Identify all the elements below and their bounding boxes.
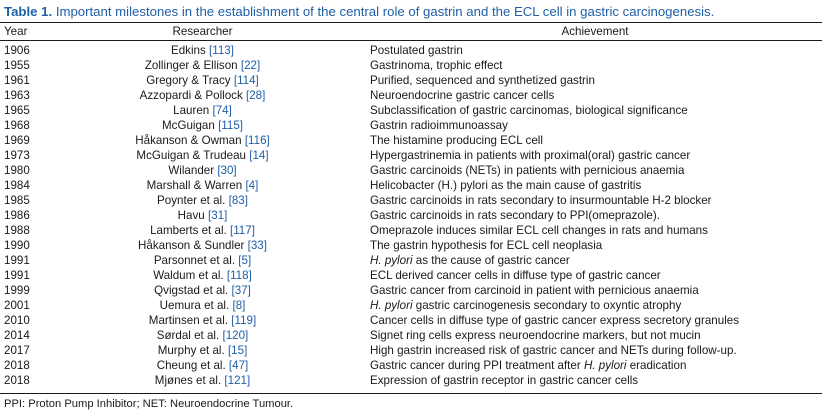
- cell-achievement: [370, 283, 699, 298]
- cell-achievement: [370, 178, 641, 193]
- cell-year: 1955: [4, 59, 30, 72]
- cell-year: 2014: [4, 329, 30, 342]
- researcher-name: Zollinger & Ellison: [144, 59, 238, 72]
- researcher-name: Azzopardi & Pollock: [139, 89, 243, 102]
- italic-term: H. pylori: [370, 299, 413, 312]
- researcher-name: Poynter et al.: [157, 194, 226, 207]
- cell-year: 1968: [4, 119, 30, 132]
- header-achievement: Achievement: [561, 25, 629, 38]
- achievement-text: The gastrin hypothesis for ECL cell neoplasia: [370, 239, 603, 252]
- cell-achievement: [370, 133, 543, 148]
- cell-year: 1906: [4, 44, 30, 57]
- cell-researcher: [130, 178, 275, 193]
- cell-year: 1986: [4, 209, 30, 222]
- table-row: [0, 283, 822, 298]
- researcher-name: Uemura et al.: [159, 299, 230, 312]
- table-row: [0, 43, 822, 58]
- table-row: [0, 223, 822, 238]
- bottom-rule: [0, 393, 822, 394]
- achievement-text: Signet ring cells express neuroendocrine markers, but not mucin: [370, 329, 701, 342]
- table-row: [0, 253, 822, 268]
- caption-label: Table 1.: [4, 4, 53, 19]
- achievement-text: Postulated gastrin: [370, 44, 463, 57]
- table-row: [0, 178, 822, 193]
- reference-link: [14]: [249, 149, 269, 162]
- cell-researcher: [130, 103, 275, 118]
- reference-link: [120]: [222, 329, 249, 342]
- achievement-text: Gastric carcinoids in rats secondary to PPI(omeprazole).: [370, 209, 660, 222]
- table-row: [0, 298, 822, 313]
- cell-year: 1985: [4, 194, 30, 207]
- cell-achievement: [370, 208, 660, 223]
- cell-achievement: [370, 343, 737, 358]
- cell-year: 2001: [4, 299, 30, 312]
- table-row: [0, 193, 822, 208]
- reference-link: [31]: [207, 209, 228, 222]
- table-row: [0, 58, 822, 73]
- reference-link: [15]: [227, 344, 248, 357]
- cell-achievement: [370, 358, 686, 373]
- cell-year: 1965: [4, 104, 30, 117]
- table-row: [0, 103, 822, 118]
- researcher-name: Håkanson & Sundler: [138, 239, 245, 252]
- researcher-name: Sørdal et al.: [156, 329, 220, 342]
- cell-achievement: [370, 43, 463, 58]
- cell-year: 1991: [4, 269, 30, 282]
- researcher-name: McGuigan: [161, 119, 215, 132]
- achievement-text: Helicobacter (H.) pylori as the main cause of gastritis: [370, 179, 642, 192]
- achievement-text: Hypergastrinemia in patients with proximal(oral) gastric cancer: [370, 149, 691, 162]
- table-row: [0, 373, 822, 388]
- cell-researcher: [130, 328, 275, 343]
- cell-achievement: [370, 253, 570, 268]
- reference-link: [33]: [247, 239, 267, 252]
- cell-achievement: [370, 88, 554, 103]
- table-row: [0, 163, 822, 178]
- cell-researcher: [130, 148, 275, 163]
- cell-achievement: [370, 298, 681, 313]
- italic-term: H. pylori: [583, 359, 627, 372]
- cell-year: 1999: [4, 284, 30, 297]
- cell-researcher: [130, 223, 275, 238]
- researcher-name: Lamberts et al.: [150, 224, 227, 237]
- cell-researcher: [130, 238, 275, 253]
- cell-researcher: [130, 193, 275, 208]
- researcher-name: Havu: [177, 209, 205, 222]
- reference-link: [113]: [209, 44, 234, 57]
- cell-year: 1991: [4, 254, 30, 267]
- researcher-name: Cheung et al.: [156, 359, 226, 372]
- italic-term: H. pylori: [370, 254, 413, 267]
- researcher-name: Gregory & Tracy: [146, 74, 231, 87]
- table-row: [0, 208, 822, 223]
- table-footnote: PPI: Proton Pump Inhibitor; NET: Neuroendocrine Tumour.: [4, 398, 294, 410]
- cell-researcher: [130, 88, 275, 103]
- reference-link: [114]: [233, 74, 259, 87]
- cell-researcher: [130, 43, 275, 58]
- cell-achievement: [370, 118, 508, 133]
- cell-achievement: [370, 103, 688, 118]
- reference-link: [30]: [217, 164, 237, 177]
- achievement-text: Omeprazole induces similar ECL cell changes in rats and humans: [370, 224, 708, 237]
- achievement-text: The histamine producing ECL cell: [370, 134, 543, 147]
- cell-year: 1980: [4, 164, 30, 177]
- cell-year: 2018: [4, 374, 30, 387]
- cell-year: 1984: [4, 179, 30, 192]
- researcher-name: McGuigan & Trudeau: [136, 149, 246, 162]
- researcher-name: Edkins: [171, 44, 206, 57]
- achievement-text: Gastrinoma, trophic effect: [370, 59, 503, 72]
- table-row: [0, 238, 822, 253]
- table-caption: [4, 3, 822, 20]
- table-row: [0, 358, 822, 373]
- reference-link: [118]: [226, 269, 252, 282]
- researcher-name: Martinsen et al.: [148, 314, 229, 327]
- cell-researcher: [130, 313, 275, 328]
- cell-researcher: [130, 253, 275, 268]
- researcher-name: Qvigstad et al.: [154, 284, 229, 297]
- researcher-name: Håkanson & Owman: [135, 134, 242, 147]
- researcher-name: Parsonnet et al.: [153, 254, 236, 267]
- achievement-text: Gastric carcinoids in rats secondary to insurmountable H-2 blocker: [370, 194, 712, 207]
- researcher-name: Waldum et al.: [153, 269, 224, 282]
- cell-achievement: [370, 73, 595, 88]
- cell-year: 1990: [4, 239, 30, 252]
- reference-link: [37]: [231, 284, 251, 297]
- cell-researcher: [130, 343, 275, 358]
- cell-achievement: [370, 313, 739, 328]
- cell-achievement: [370, 328, 701, 343]
- cell-year: 1988: [4, 224, 30, 237]
- cell-achievement: [370, 58, 503, 73]
- table-row: [0, 148, 822, 163]
- achievement-text: as the cause of gastric cancer: [412, 254, 570, 267]
- cell-researcher: [130, 73, 275, 88]
- cell-achievement: [370, 148, 690, 163]
- reference-link: [83]: [228, 194, 248, 207]
- cell-researcher: [130, 58, 275, 73]
- cell-achievement: [370, 238, 602, 253]
- table-row: [0, 118, 822, 133]
- reference-link: [115]: [218, 119, 243, 132]
- achievement-text-tail: eradication: [626, 359, 687, 372]
- cell-year: 2010: [4, 314, 30, 327]
- achievement-text: ECL derived cancer cells in diffuse type of gastric cancer: [370, 269, 661, 282]
- reference-link: [47]: [228, 359, 249, 372]
- researcher-name: Mjønes et al.: [154, 374, 222, 387]
- researcher-name: Wilander: [168, 164, 215, 177]
- header-year: Year: [4, 25, 28, 38]
- achievement-text: Cancer cells in diffuse type of gastric cancer express secretory granules: [370, 314, 740, 327]
- cell-researcher: [130, 163, 275, 178]
- table-row: [0, 313, 822, 328]
- cell-researcher: [130, 298, 275, 313]
- achievement-text: Gastric cancer during PPI treatment after: [370, 359, 584, 372]
- achievement-text: Purified, sequenced and synthetized gastrin: [370, 74, 595, 87]
- reference-link: [121]: [224, 374, 251, 387]
- cell-researcher: [130, 358, 275, 373]
- table-row: [0, 73, 822, 88]
- reference-link: [8]: [232, 299, 246, 312]
- reference-link: [5]: [238, 254, 252, 267]
- cell-achievement: [370, 163, 684, 178]
- achievement-text: gastric carcinogenesis secondary to oxyntic atrophy: [412, 299, 682, 312]
- header-rule: [0, 40, 822, 41]
- table-row: [0, 343, 822, 358]
- caption-text: Important milestones in the establishment of the central role of gastrin and the ECL cell in gastric carcinogenesis.: [55, 4, 715, 19]
- achievement-text: Subclassification of gastric carcinomas, biological significance: [370, 104, 688, 117]
- reference-link: [74]: [212, 104, 232, 117]
- achievement-text: Gastrin radioimmunoassay: [370, 119, 508, 132]
- cell-year: 2018: [4, 359, 30, 372]
- cell-year: 2017: [4, 344, 30, 357]
- table-row: [0, 328, 822, 343]
- header-researcher: Researcher: [172, 25, 233, 38]
- achievement-text: Neuroendocrine gastric cancer cells: [370, 89, 555, 102]
- achievement-text: Expression of gastrin receptor in gastric cancer cells: [370, 374, 639, 387]
- cell-achievement: [370, 373, 638, 388]
- cell-achievement: [370, 268, 661, 283]
- reference-link: [119]: [231, 314, 257, 327]
- cell-year: 1969: [4, 134, 30, 147]
- cell-achievement: [370, 193, 712, 208]
- table-row: [0, 133, 822, 148]
- table-row: [0, 88, 822, 103]
- reference-link: [28]: [246, 89, 266, 102]
- cell-year: 1973: [4, 149, 30, 162]
- researcher-name: Marshall & Warren: [146, 179, 243, 192]
- cell-researcher: [130, 268, 275, 283]
- researcher-name: Lauren: [173, 104, 210, 117]
- cell-achievement: [370, 223, 708, 238]
- achievement-text: Gastric cancer from carcinoid in patient with pernicious anaemia: [370, 284, 699, 297]
- reference-link: [22]: [240, 59, 261, 72]
- cell-researcher: [130, 118, 275, 133]
- table-body: [0, 43, 822, 388]
- cell-year: 1961: [4, 74, 30, 87]
- reference-link: [4]: [245, 179, 259, 192]
- cell-year: 1963: [4, 89, 30, 102]
- cell-researcher: [130, 283, 275, 298]
- reference-link: [117]: [229, 224, 255, 237]
- achievement-text: Gastric carcinoids (NETs) in patients with pernicious anaemia: [370, 164, 685, 177]
- cell-researcher: [130, 208, 275, 223]
- cell-researcher: [130, 133, 275, 148]
- cell-researcher: [130, 373, 275, 388]
- researcher-name: Murphy et al.: [157, 344, 225, 357]
- reference-link: [116]: [244, 134, 270, 147]
- table-row: [0, 268, 822, 283]
- achievement-text: High gastrin increased risk of gastric cancer and NETs during follow-up.: [370, 344, 737, 357]
